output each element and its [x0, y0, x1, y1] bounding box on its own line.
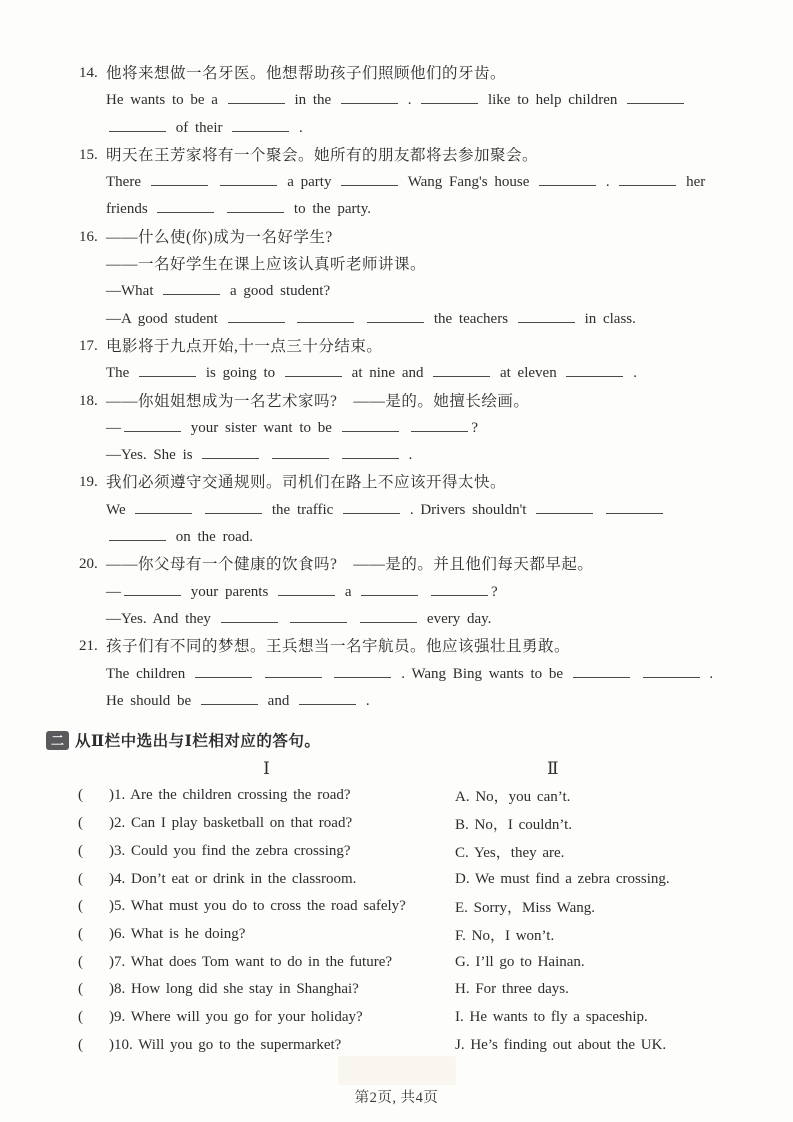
column-2-header: Ⅱ: [547, 759, 559, 779]
answer-blank: [227, 199, 284, 213]
english-line: There a party Wang Fang's house . her: [106, 174, 706, 191]
answer-blank: [135, 500, 192, 514]
answer-blank: [221, 609, 278, 623]
question-cell: [78, 981, 455, 998]
english-line: —What a good student?: [106, 283, 331, 300]
chinese-line: 21. 孩子们有不同的梦想。王兵想当一名宇航员。他应该强壮且勇敢。: [106, 633, 747, 660]
english-line: —A good student the teachers in class.: [106, 310, 636, 327]
answer-paren-close: ): [109, 1008, 114, 1025]
section-title: 从Ⅱ栏中选出与Ⅰ栏相对应的答句。: [75, 733, 321, 751]
answer-blank: [124, 418, 181, 432]
match-row: [0, 865, 793, 893]
column-1-header: Ⅰ: [263, 759, 270, 779]
item-number: 20.: [79, 556, 98, 573]
english-line: —Yes. She is .: [106, 447, 413, 464]
question-text: 9. Where will you go for your holiday?: [114, 1008, 363, 1025]
answer-paren-close: ): [109, 981, 114, 998]
answer-text: B. No，I couldn’t.: [455, 817, 573, 834]
answer-blank: [109, 527, 166, 541]
match-row: [0, 1004, 793, 1032]
english-line: on the road.: [106, 524, 747, 551]
exercise-item: [79, 633, 747, 715]
page-number: 第2页, 共4页: [354, 1090, 439, 1106]
answer-blank: [518, 309, 575, 323]
answer-blank: [433, 363, 490, 377]
exercise-item: [79, 469, 747, 551]
answer-paren-open: (: [78, 815, 83, 832]
column-headers: [0, 756, 793, 782]
question-text: 10. Will you go to the supermarket?: [114, 1036, 342, 1053]
question-cell: [78, 815, 455, 832]
answer-paren-open: (: [78, 1008, 83, 1025]
answer-text: C. Yes，they are.: [455, 844, 565, 861]
answer-paren-open: (: [78, 981, 83, 998]
answer-blank: [341, 90, 398, 104]
answer-blank: [411, 418, 468, 432]
answer-blank: [220, 172, 277, 186]
answer-blank: [290, 609, 347, 623]
answer-paren-close: ): [109, 1036, 114, 1053]
question-cell: [78, 1009, 455, 1026]
answer-blank: [278, 582, 335, 596]
answer-blank: [334, 664, 391, 678]
answer-paren-close: ): [109, 898, 114, 915]
answer-blank: [342, 445, 399, 459]
answer-text: A. No，you can’t.: [455, 789, 571, 806]
answer-blank: [536, 500, 593, 514]
exercise-item: [79, 142, 747, 224]
match-row: [0, 838, 793, 866]
answer-blank: [202, 445, 259, 459]
english-line: — your parents a ?: [106, 583, 498, 600]
answer-blank: [163, 281, 220, 295]
question-cell: [78, 871, 455, 888]
question-text: 4. Don’t eat or drink in the classroom.: [114, 870, 357, 887]
question-text: 5. What must you do to cross the road safely?: [114, 898, 406, 915]
match-row: [0, 782, 793, 810]
answer-blank: [343, 500, 400, 514]
answer-paren-close: ): [109, 953, 114, 970]
answer-paren-open: (: [78, 787, 83, 804]
match-row: [0, 893, 793, 921]
answer-blank: [139, 363, 196, 377]
section-header: [0, 729, 793, 751]
answer-paren-open: (: [78, 1036, 83, 1053]
exercise-item: [79, 551, 747, 633]
question-cell: [78, 787, 455, 804]
match-row: [0, 948, 793, 976]
english-line: of their .: [106, 115, 747, 142]
answer-blank: [124, 582, 181, 596]
answer-blank: [360, 609, 417, 623]
answer-blank: [342, 418, 399, 432]
answer-blank: [285, 363, 342, 377]
answer-blank: [272, 445, 329, 459]
match-rows: [0, 782, 793, 1059]
answer-text: F. No，I won’t.: [455, 927, 555, 944]
answer-blank: [431, 582, 488, 596]
question-cell: [78, 898, 455, 915]
chinese-line: 18. ——你姐姐想成为一名艺术家吗? ——是的。她擅长绘画。: [106, 388, 747, 415]
exercise-item: [79, 60, 747, 142]
answer-blank: [619, 172, 676, 186]
answer-paren-close: ): [109, 925, 114, 942]
question-text: 8. How long did she stay in Shanghai?: [114, 981, 359, 998]
chinese-line: 16. ——什么使(你)成为一名好学生?: [106, 224, 747, 251]
answer-blank: [195, 664, 252, 678]
item-number: 19.: [79, 474, 98, 491]
english-line: The children . Wang Bing wants to be .: [106, 665, 714, 682]
answer-text: I. He wants to fly a spaceship.: [455, 1008, 648, 1025]
section-number-badge: 二: [46, 731, 69, 750]
chinese-line: 19. 我们必须遵守交通规则。司机们在路上不应该开得太快。: [106, 469, 747, 496]
answer-blank: [232, 118, 289, 132]
question-cell: [78, 843, 455, 860]
question-text: 3. Could you find the zebra crossing?: [114, 842, 351, 859]
item-number: 16.: [79, 228, 98, 245]
answer-paren-open: (: [78, 870, 83, 887]
match-row: [0, 1031, 793, 1059]
answer-blank: [228, 90, 285, 104]
answer-paren-close: ): [109, 870, 114, 887]
answer-blank: [539, 172, 596, 186]
question-text: 2. Can I play basketball on that road?: [114, 815, 353, 832]
question-cell: [78, 954, 455, 971]
answer-text: D. We must find a zebra crossing.: [455, 870, 670, 887]
question-text: 6. What is he doing?: [114, 925, 246, 942]
question-text: 7. What does Tom want to do in the future?: [114, 953, 393, 970]
answer-paren-close: ): [109, 842, 114, 859]
answer-paren-open: (: [78, 925, 83, 942]
english-line: —Yes. And they every day.: [106, 610, 492, 627]
answer-blank: [361, 582, 418, 596]
item-number: 15.: [79, 146, 98, 163]
chinese-line: ——一名好学生在课上应该认真听老师讲课。: [106, 256, 427, 274]
exercise-item: [79, 333, 747, 388]
match-row: [0, 976, 793, 1004]
answer-blank: [109, 118, 166, 132]
english-line: The is going to at nine and at eleven .: [106, 365, 637, 382]
answer-blank: [421, 90, 478, 104]
chinese-line: 17. 电影将于九点开始,十一点三十分结束。: [106, 333, 747, 360]
answer-paren-close: ): [109, 815, 114, 832]
answer-paren-open: (: [78, 842, 83, 859]
question-cell: [78, 926, 455, 943]
answer-text: E. Sorry，Miss Wang.: [455, 900, 596, 917]
item-number: 18.: [79, 392, 98, 409]
answer-blank: [606, 500, 663, 514]
match-row: [0, 810, 793, 838]
answer-blank: [201, 691, 258, 705]
answer-blank: [151, 172, 208, 186]
chinese-line: 15. 明天在王芳家将有一个聚会。她所有的朋友都将去参加聚会。: [106, 142, 747, 169]
english-line: friends to the party.: [106, 201, 371, 218]
chinese-line: 14. 他将来想做一名牙医。他想帮助孩子们照顾他们的牙齿。: [106, 60, 747, 87]
answer-blank: [297, 309, 354, 323]
answer-paren-open: (: [78, 898, 83, 915]
exercise-item: [79, 388, 747, 470]
scan-artifact: [338, 1056, 456, 1085]
english-line: He should be and .: [106, 692, 370, 709]
answer-blank: [265, 664, 322, 678]
answer-text: J. He’s finding out about the UK.: [455, 1036, 667, 1053]
english-line: He wants to be a in the . like to help children: [106, 87, 747, 114]
english-line: We the traffic . Drivers shouldn't: [106, 497, 747, 524]
question-text: 1. Are the children crossing the road?: [114, 787, 351, 804]
answer-blank: [566, 363, 623, 377]
exercise-item: [79, 224, 747, 333]
answer-blank: [627, 90, 684, 104]
chinese-line: 20. ——你父母有一个健康的饮食吗? ——是的。并且他们每天都早起。: [106, 551, 747, 578]
answer-blank: [367, 309, 424, 323]
matching-section: [0, 729, 793, 1059]
answer-paren-open: (: [78, 953, 83, 970]
answer-blank: [157, 199, 214, 213]
answer-blank: [205, 500, 262, 514]
answer-text: G. I’ll go to Hainan.: [455, 953, 585, 970]
item-number: 14.: [79, 65, 98, 81]
english-line: — your sister want to be ?: [106, 419, 479, 436]
answer-blank: [299, 691, 356, 705]
answer-blank: [341, 172, 398, 186]
match-row: [0, 921, 793, 949]
item-number: 21.: [79, 638, 98, 655]
answer-blank: [643, 664, 700, 678]
answer-text: H. For three days.: [455, 981, 569, 998]
question-cell: [78, 1037, 455, 1054]
answer-blank: [228, 309, 285, 323]
item-number: 17.: [79, 337, 98, 354]
answer-blank: [573, 664, 630, 678]
answer-paren-close: ): [109, 787, 114, 804]
